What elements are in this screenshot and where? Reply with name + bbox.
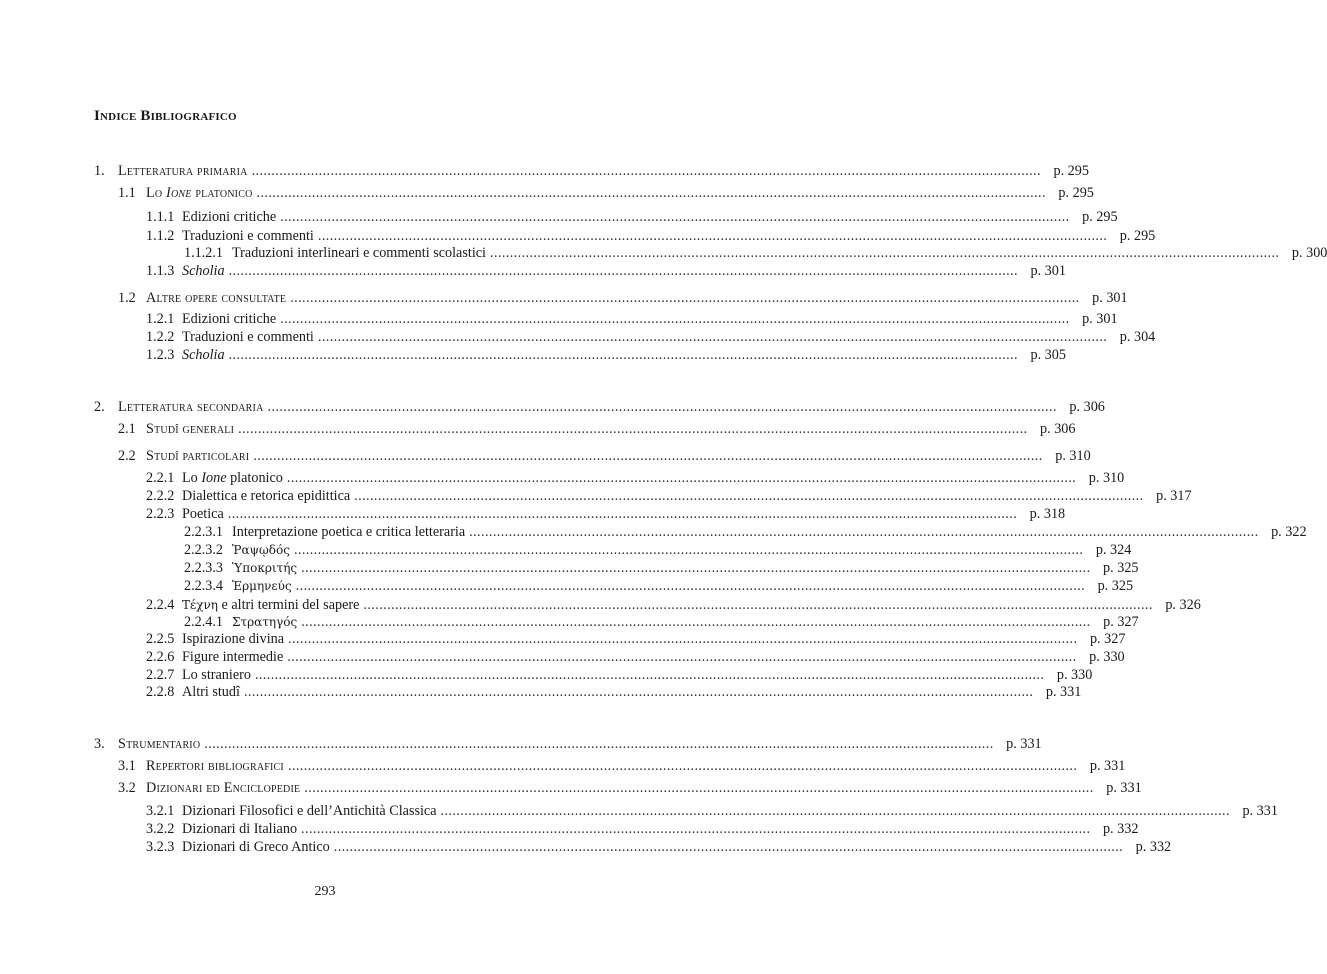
toc-entry-number: 1.1.2	[146, 228, 175, 244]
toc-entry-number: 2.	[94, 399, 105, 415]
toc-entry[interactable]	[146, 681, 1082, 701]
toc-entry-title	[118, 735, 200, 753]
toc-entry-page: p. 306	[1069, 399, 1105, 415]
toc-entry-page: p. 295	[1082, 209, 1118, 225]
dot-leader: ........................................................................................................................................................................................................	[286, 470, 1077, 486]
toc-entry-title-part: Τέχνη	[182, 598, 218, 612]
toc-entry-number: 2.2	[118, 448, 136, 464]
dot-leader: ........................................................................................................................................................................................................	[228, 347, 1018, 363]
toc-entry-title-part: Στρατηγός	[232, 615, 298, 629]
toc-entry[interactable]	[184, 539, 1132, 559]
toc-entry-number: 3.	[94, 736, 105, 752]
dot-leader: ........................................................................................................................................................................................................	[440, 803, 1230, 819]
toc-entry-title-part: Ῥαψῳδός	[232, 543, 290, 557]
toc-entry-page: p. 310	[1055, 448, 1091, 464]
toc-entry-title	[182, 838, 330, 856]
toc-entry[interactable]	[146, 308, 1118, 328]
toc-entry[interactable]	[118, 755, 1126, 775]
dot-leader: ........................................................................................................................................................................................................	[256, 185, 1046, 201]
toc-entry-page: p. 332	[1135, 839, 1172, 855]
toc-entry-number: 2.1	[118, 421, 136, 437]
toc-entry-page: p. 306	[1040, 421, 1076, 437]
toc-entry-number: 3.1	[118, 758, 136, 774]
toc-entry[interactable]	[184, 242, 1327, 262]
toc-entry-number: 2.2.4.1	[184, 614, 224, 630]
toc-entry-title-part: Lo	[182, 470, 202, 486]
toc-entry-number: 2.2.4	[146, 597, 175, 613]
toc-entry-number: 2.2.3.1	[184, 524, 224, 540]
toc-entry-title-part: Dizionari di Greco Antico	[182, 839, 330, 855]
toc-entry-title-part: e altri termini del sapere	[217, 597, 360, 613]
toc-entry-page: p. 331	[1006, 736, 1042, 752]
toc-entry-title	[146, 447, 249, 465]
toc-entry-page: p. 332	[1102, 821, 1139, 837]
toc-entry-number: 2.2.7	[146, 667, 175, 683]
toc-entry-number: 1.2.3	[146, 347, 175, 363]
dot-leader: ........................................................................................................................................................................................................	[287, 758, 1078, 774]
toc-entry-title-part: Strumentario	[118, 736, 201, 752]
dot-leader: ........................................................................................................................................................................................................	[227, 506, 1018, 522]
toc-entry-page: p. 317	[1156, 488, 1192, 504]
toc-entry-title-part: platonico	[191, 185, 253, 201]
toc-entry-title-part: Ὑποκριτής	[232, 561, 298, 575]
toc-entry-number: 3.2.2	[146, 821, 175, 837]
dot-leader: ........................................................................................................................................................................................................	[238, 421, 1028, 437]
toc-entry[interactable]	[146, 836, 1172, 856]
toc-entry-title	[146, 757, 284, 775]
toc-entry-number: 1.2.1	[146, 311, 175, 327]
toc-entry[interactable]	[146, 646, 1125, 666]
dot-leader: ........................................................................................................................................................................................................	[280, 209, 1070, 225]
toc-entry-title-part: Ione	[201, 470, 227, 486]
toc-entry-number: 1.1.3	[146, 263, 175, 279]
toc-entry-page: p. 301	[1092, 290, 1128, 306]
toc-entry-page: p. 330	[1089, 649, 1125, 665]
dot-leader: ........................................................................................................................................................................................................	[243, 684, 1034, 700]
toc-entry-title-part: Figure intermedie	[182, 649, 284, 665]
toc-entry-number: 2.2.3.3	[184, 560, 224, 576]
toc-entry[interactable]	[94, 733, 1042, 753]
dot-leader: ........................................................................................................................................................................................................	[317, 228, 1108, 244]
dot-leader: ........................................................................................................................................................................................................	[290, 290, 1080, 306]
toc-entry[interactable]	[94, 396, 1105, 416]
toc-entry-title	[118, 398, 264, 416]
toc-entry[interactable]	[146, 344, 1066, 364]
toc-entry-number: 2.2.3	[146, 506, 175, 522]
toc-entry-title-part: Ἑρμηνεύς	[232, 579, 292, 593]
toc-entry-page: p. 324	[1095, 542, 1132, 558]
toc-entry-page: p. 295	[1058, 185, 1094, 201]
toc-entry[interactable]	[94, 160, 1089, 180]
toc-entry-page: p. 322	[1271, 524, 1307, 540]
toc-entry-title-part: Dialettica e retorica epidittica	[182, 488, 351, 504]
toc-entry-page: p. 325	[1097, 578, 1134, 594]
toc-entry[interactable]	[146, 800, 1278, 820]
toc-entry[interactable]	[118, 418, 1076, 438]
dot-leader: ........................................................................................................................................................................................................	[354, 488, 1144, 504]
dot-leader: ........................................................................................................................................................................................................	[333, 839, 1124, 855]
dot-leader: ........................................................................................................................................................................................................	[469, 524, 1259, 540]
toc-entry-page: p. 301	[1030, 263, 1066, 279]
toc-entry-number: 2.2.2	[146, 488, 175, 504]
toc-entry-title-part: Repertori bibliografici	[146, 758, 284, 774]
toc-entry-title	[182, 346, 225, 364]
dot-leader: ........................................................................................................................................................................................................	[301, 614, 1091, 630]
toc-entry-title-part: Edizioni critiche	[182, 311, 277, 327]
toc-entry-title	[182, 262, 225, 280]
toc-entry-title-part: Ispirazione divina	[182, 631, 285, 647]
toc-entry-title-part: Studî particolari	[146, 448, 250, 464]
toc-entry-title-part: Dizionari Filosofici e dell’Antichità Classica	[182, 803, 437, 819]
toc-entry-page: p. 301	[1082, 311, 1118, 327]
toc-entry-page: p. 300	[1291, 245, 1327, 261]
toc-entry-page: p. 318	[1029, 506, 1066, 522]
dot-leader: ........................................................................................................................................................................................................	[293, 542, 1084, 558]
dot-leader: ........................................................................................................................................................................................................	[490, 245, 1280, 261]
toc-entry[interactable]	[146, 260, 1066, 280]
toc-entry-page: p. 331	[1242, 803, 1278, 819]
toc-entry-title	[146, 779, 300, 797]
toc-entry[interactable]	[118, 182, 1094, 202]
toc-entry[interactable]	[146, 628, 1126, 648]
toc-entry[interactable]	[146, 467, 1125, 487]
toc-entry-title-part: Letteratura secondaria	[118, 399, 264, 415]
toc-entry[interactable]	[184, 521, 1307, 541]
toc-entry-title	[118, 162, 248, 180]
dot-leader: ........................................................................................................................................................................................................	[295, 578, 1086, 594]
toc-entry-page: p. 295	[1119, 228, 1156, 244]
dot-leader: ........................................................................................................................................................................................................	[304, 780, 1094, 796]
toc-entry-number: 3.2	[118, 780, 136, 796]
toc-entry-page: p. 331	[1089, 758, 1126, 774]
toc-entry-page: p. 326	[1165, 597, 1201, 613]
toc-entry-title-part: Scholia	[182, 263, 225, 279]
toc-entry-number: 3.2.1	[146, 803, 175, 819]
toc-entry-page: p. 327	[1103, 614, 1139, 630]
toc-entry-title-part: Altre opere consultate	[146, 290, 287, 306]
toc-entry-title-part: Lo straniero	[182, 667, 251, 683]
dot-leader: ........................................................................................................................................................................................................	[301, 560, 1091, 576]
dot-leader: ........................................................................................................................................................................................................	[204, 736, 994, 752]
toc-entry-number: 2.2.6	[146, 649, 175, 665]
toc-entry-title	[146, 184, 253, 202]
toc-entry-number: 2.2.3.4	[184, 578, 224, 594]
toc-entry-title-part: Traduzioni e commenti	[182, 228, 314, 244]
page-title: Indice Bibliografico	[94, 108, 237, 124]
toc-entry-title	[146, 420, 234, 438]
toc-entry[interactable]	[118, 777, 1142, 797]
toc-entry-number: 3.2.3	[146, 839, 175, 855]
toc-entry-title-part: Traduzioni interlineari e commenti scolastici	[232, 245, 486, 261]
dot-leader: ........................................................................................................................................................................................................	[288, 631, 1078, 647]
toc-entry-title	[182, 208, 276, 226]
dot-leader: ........................................................................................................................................................................................................	[251, 163, 1041, 179]
dot-leader: ........................................................................................................................................................................................................	[253, 448, 1043, 464]
toc-entry-number: 2.2.5	[146, 631, 175, 647]
dot-leader: ........................................................................................................................................................................................................	[254, 667, 1045, 683]
toc-entry-title-part: Edizioni critiche	[182, 209, 277, 225]
dot-leader: ........................................................................................................................................................................................................	[280, 311, 1070, 327]
toc-entry[interactable]	[146, 485, 1192, 505]
toc-entry[interactable]	[146, 326, 1156, 346]
toc-entry-page: p. 325	[1103, 560, 1139, 576]
toc-entry-title-part: Dizionari di Italiano	[182, 821, 298, 837]
toc-entry-title-part: Traduzioni e commenti	[182, 329, 314, 345]
toc-entry[interactable]	[118, 445, 1091, 465]
toc-entry[interactable]	[184, 557, 1139, 577]
toc-entry-title-part: Dizionari ed Enciclopedie	[146, 780, 301, 796]
toc-entry-page: p. 331	[1045, 684, 1082, 700]
dot-leader: ........................................................................................................................................................................................................	[363, 597, 1153, 613]
toc-entry-page: p. 304	[1119, 329, 1156, 345]
toc-entry-title-part: Scholia	[182, 347, 225, 363]
toc-entry-title-part: Ione	[166, 185, 192, 201]
toc-entry-title-part: platonico	[226, 470, 283, 486]
dot-leader: ........................................................................................................................................................................................................	[228, 263, 1018, 279]
toc-entry[interactable]	[146, 206, 1118, 226]
dot-leader: ........................................................................................................................................................................................................	[317, 329, 1108, 345]
toc-entry-page: p. 327	[1089, 631, 1126, 647]
toc-entry-title-part: Altri studî	[182, 684, 240, 700]
toc-entry-title-part: Studî generali	[146, 421, 235, 437]
toc-entry-number: 1.2.2	[146, 329, 175, 345]
toc-entry-page: p. 331	[1106, 780, 1142, 796]
toc-entry-number: 2.2.8	[146, 684, 175, 700]
toc-entry-page: p. 310	[1088, 470, 1125, 486]
toc-entry-title-part: Poetica	[182, 506, 224, 522]
page-number: 293	[314, 884, 336, 899]
toc-entry-number: 1.1.1	[146, 209, 175, 225]
toc-entry-page: p. 305	[1030, 347, 1066, 363]
toc-entry-title	[232, 577, 292, 595]
toc-entry-title	[146, 289, 286, 307]
toc-entry-title-part: Interpretazione poetica e critica letteraria	[232, 524, 466, 540]
toc-entry-number: 1.	[94, 163, 105, 179]
toc-entry-number: 1.1	[118, 185, 136, 201]
toc-entry-number: 1.1.2.1	[184, 245, 224, 261]
toc-entry[interactable]	[118, 287, 1128, 307]
toc-entry-page: p. 330	[1056, 667, 1093, 683]
toc-entry-title	[182, 683, 240, 701]
toc-entry[interactable]	[146, 818, 1139, 838]
dot-leader: ........................................................................................................................................................................................................	[287, 649, 1077, 665]
toc-entry-page: p. 295	[1053, 163, 1089, 179]
toc-entry[interactable]	[184, 575, 1134, 595]
toc-entry-number: 2.2.3.2	[184, 542, 224, 558]
toc-entry-title-part: Letteratura primaria	[118, 163, 248, 179]
toc-entry-title-part: Lo	[146, 185, 167, 201]
dot-leader: ........................................................................................................................................................................................................	[267, 399, 1057, 415]
toc-entry-number: 1.2	[118, 290, 136, 306]
dot-leader: ........................................................................................................................................................................................................	[301, 821, 1091, 837]
toc-entry-number: 2.2.1	[146, 470, 175, 486]
toc-entry[interactable]	[146, 503, 1066, 523]
